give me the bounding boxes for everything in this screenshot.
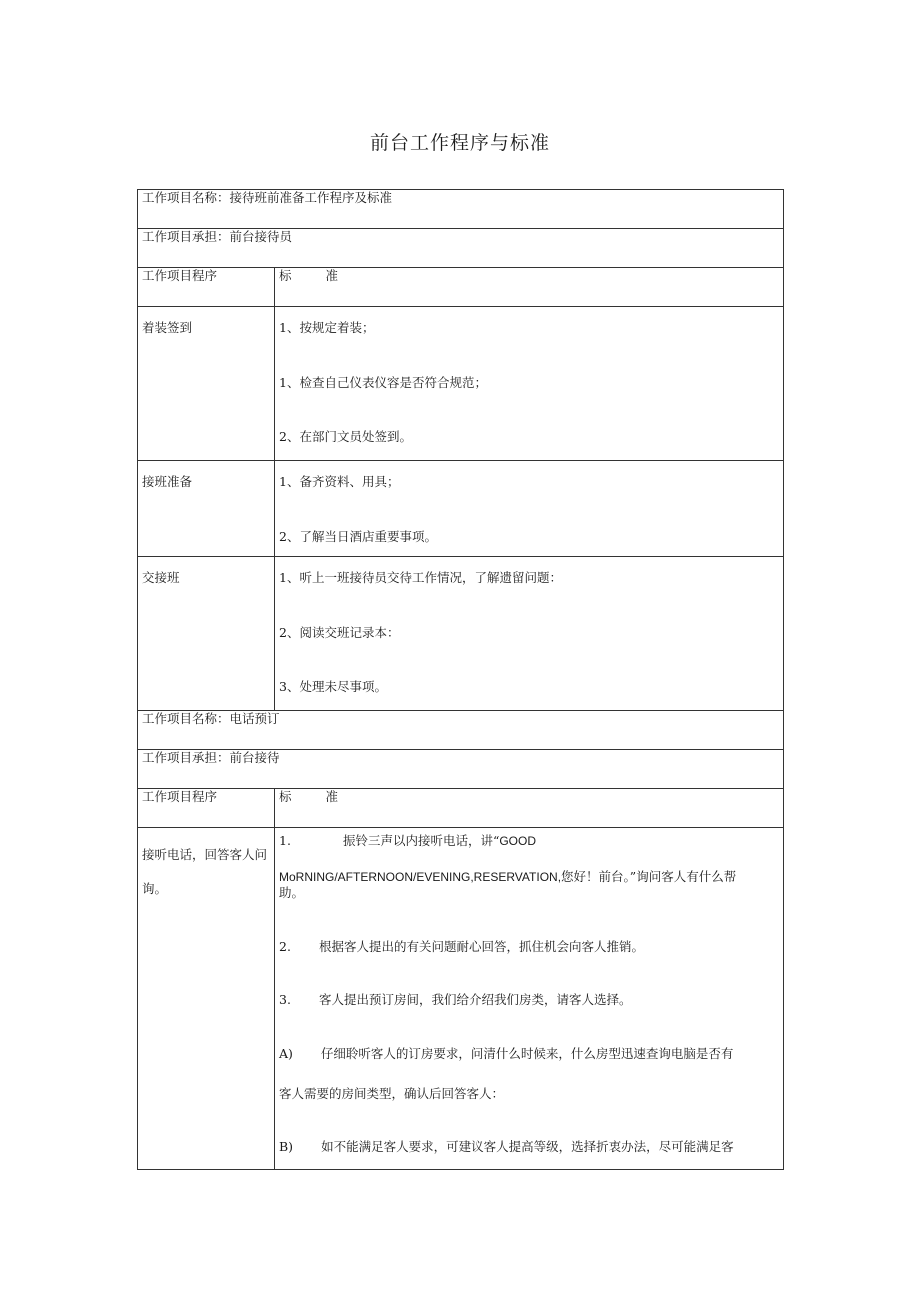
table-header-row (138, 268, 784, 307)
project-name-1: 工作项目名称：接待班前准备工作程序及标准 (138, 190, 784, 229)
procedure-cell: 交接班 (138, 557, 275, 711)
table-row (138, 461, 784, 557)
standard-cell (275, 307, 784, 461)
list-item: 3、处理未尽事项。 (279, 679, 387, 695)
standard-cell (275, 461, 784, 557)
list-item: 2. 根据客人提出的有关问题耐心回答，抓住机会向客人推销。 (279, 938, 644, 954)
table-row (138, 557, 784, 711)
page-title: 前台工作程序与标准 (369, 132, 550, 154)
list-item: 1、听上一班接待员交待工作情况，了解遗留问题： (279, 570, 562, 585)
project-owner-1: 工作项目承担：前台接待员 (138, 229, 784, 268)
project-name-2: 工作项目名称：电话预订 (138, 711, 784, 750)
standard-cell (275, 828, 784, 1170)
table-row (138, 828, 784, 1170)
list-item: 1、备齐资料、用具； (279, 474, 400, 489)
header-standard: 标 准 (275, 268, 784, 307)
table-row (138, 229, 784, 268)
standard-cell (275, 557, 784, 711)
list-item: 1. 振铃三声以内接听电话，讲“GOOD (279, 833, 537, 848)
procedure-cell: 接听电话，回答客人问询。 (138, 828, 275, 1170)
list-item-continuation: 客人需要的房间类型，确认后回答客人： (279, 1085, 505, 1101)
procedure-cell: 着装签到 (138, 307, 275, 461)
list-item: B) 如不能满足客人要求，可建议客人提高等级，选择折衷办法，尽可能满足客 (279, 1139, 734, 1155)
list-item-continuation: 助。 (279, 885, 305, 900)
list-item: 2、了解当日酒店重要事项。 (279, 528, 437, 544)
table-row (138, 307, 784, 461)
header-procedure: 工作项目程序 (138, 268, 275, 307)
table-header-row (138, 789, 784, 828)
list-item: 2、在部门文员处签到。 (279, 429, 412, 445)
header-standard: 标 准 (275, 789, 784, 828)
list-item: 2、阅读交班记录本： (279, 624, 400, 640)
table-row (138, 750, 784, 789)
list-item: 3. 客人提出预订房间，我们给介绍我们房类，请客人选择。 (279, 992, 632, 1008)
header-procedure: 工作项目程序 (138, 789, 275, 828)
procedure-cell: 接班准备 (138, 461, 275, 557)
procedure-table (137, 189, 784, 1170)
table-row (138, 190, 784, 229)
list-item-continuation: MoRNING/AFTERNOON/EVENING,RESERVATION,您好！前台。”询问客人有什么帮 (279, 869, 737, 884)
list-item: 1、检查自己仪表仪容是否符合规范； (279, 374, 487, 390)
project-owner-2: 工作项目承担：前台接待 (138, 750, 784, 789)
list-item: A) 仔细聆听客人的订房要求，问清什么时候来，什么房型迅速查询电脑是否有 (279, 1045, 734, 1061)
table-row (138, 711, 784, 750)
list-item: 1、按规定着装； (279, 320, 375, 335)
